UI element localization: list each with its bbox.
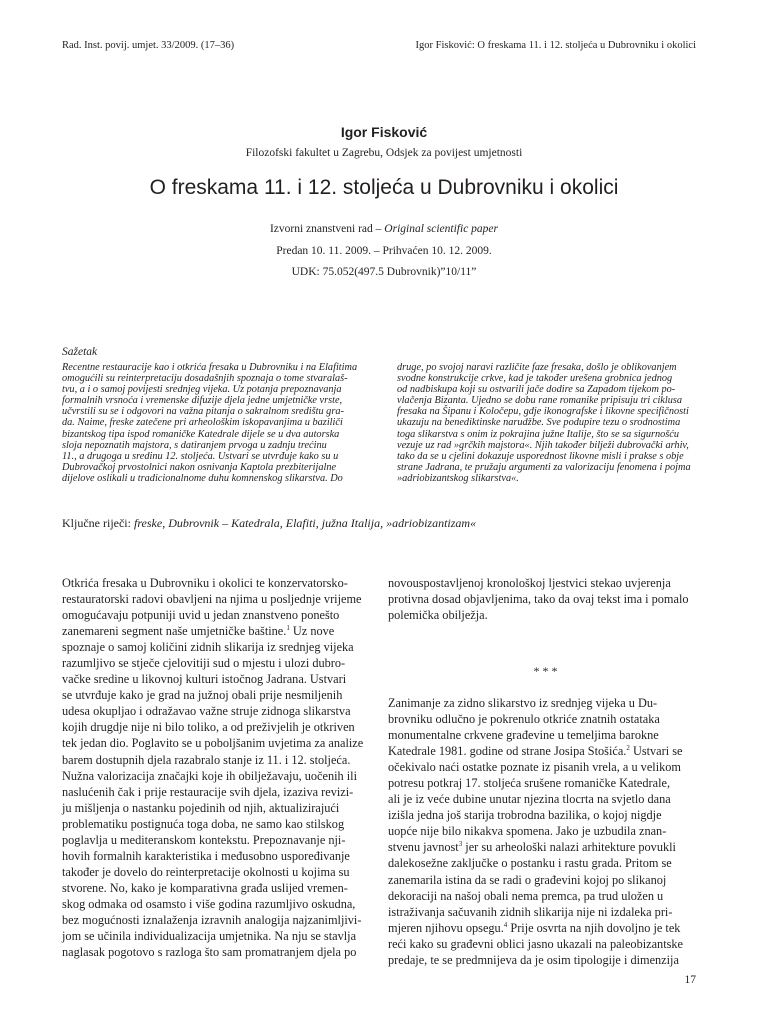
abstract-line: toga slikarstva s onim iz pokrajina južne Italije, što se sa sigurnošću — [397, 428, 680, 440]
body-text: zanemareni segment naše umjetničke baštine. — [62, 624, 287, 639]
abstract-line: tvu, a i o samoj povijesti srednjeg vijeka. Uz potanja prepoznavanja — [62, 384, 342, 396]
abstract-heading: Sažetak — [62, 346, 98, 358]
body-line: skog odmaka od osamsto i više godina razumljivo oskudna, — [62, 896, 356, 911]
page-number: 17 — [684, 974, 696, 986]
footnote-ref[interactable]: 2 — [626, 744, 630, 753]
body-line: spoznaje o samoj količini zidnih slikarija iz srednjeg vijeka — [62, 640, 354, 655]
abstract-line: sloja nepoznatih majstora, s datiranjem prvoga u zadnju trećinu — [62, 439, 327, 451]
body-text: stvenu javnost — [388, 840, 459, 855]
body-line: stvorene. No, kako je komparativna građa uslijed vremen- — [62, 880, 348, 895]
author-name: Igor Fisković — [340, 124, 428, 140]
body-line: problematiku postignuća toga doba, ne samo kao stilskog — [62, 816, 345, 831]
abstract-line: vlačenja Bizanta. Ujedno se dobu rane romanike pripisuju tri ciklusa — [397, 395, 683, 407]
body-line: brovniku odlučno je pokrenulo otkriće znatnih ostataka — [388, 712, 660, 727]
abstract-line: »adriobizantskog slikarstva«. — [397, 472, 519, 484]
journal-citation: Rad. Inst. povij. umjet. 33/2009. (17–36) — [62, 40, 235, 51]
abstract-line: Recentne restauracije kao i otkrića fresaka u Dubrovniku i na Elafitima — [62, 362, 358, 373]
abstract-line: 11., a drugoga u sredinu 12. stoljeća. Ustvari se utvrđuje kako su u — [62, 450, 339, 462]
body-line: kojih drugdje nije ni bilo toliko, a od preživjelih je otkriven — [62, 720, 355, 735]
body-line: vačke sredine u likovnoj kulturi istočnog Jadrana. Ustvari — [62, 672, 347, 687]
abstract-line: da. Naime, freske zatečene pri arheološkim iskopavanjima u baziliči — [62, 417, 343, 429]
keywords-values: freske, Dubrovnik – Katedrala, Elafiti, južna Italija, »adriobizantizam« — [133, 516, 477, 530]
footnote-ref[interactable]: 3 — [458, 840, 463, 849]
abstract-column-left — [62, 362, 363, 484]
body-column-left — [62, 575, 380, 960]
footnote-ref[interactable]: 1 — [286, 624, 290, 633]
body-line: Nužna valorizacija značajki koje ih obilježavaju, uočenih ili — [62, 768, 357, 783]
body-line: udesa okupljao i odražavao važne struje zidnoga slikarstva — [62, 704, 351, 719]
abstract-line: tako da se u cjelini dokazuje usporednost likovne misli i prakse s obje — [397, 450, 684, 462]
abstract-line: dijelove oslikali u tradicionalnome duhu komnenskog slikarstva. Do — [62, 472, 343, 484]
body-line: bez mogućnosti iznalaženja izravnih analogija najzanimljivi- — [62, 912, 362, 927]
body-line: omogućavaju potpuniji uvid u jedan znanstveno ponešto — [62, 608, 340, 623]
abstract-line: ukazuju na benediktinske narudžbe. Sve podupire tezu o srodnostima — [397, 417, 681, 429]
body-line: ju mišljenja o nastanku pojedinih od njih, aktualizirajući — [62, 800, 340, 815]
body-line: uopće nije bilo nikakva spomena. Jako je uzbudila znan- — [388, 824, 667, 839]
body-line: očekivalo naći ostatke poznate iz pisanih vrela, a u velikom — [388, 760, 681, 775]
body-line: novouspostavljenoj kronološkoj ljestvici stekao uvjerenja — [388, 576, 671, 590]
body-line: Otkrića fresaka u Dubrovniku i okolici te konzervatorsko- — [62, 576, 348, 590]
body-line: Zanimanje za zidno slikarstvo iz srednjeg vijeka u Du- — [388, 696, 658, 710]
author-affiliation: Filozofski fakultet u Zagrebu, Odsjek za povijest umjetnosti — [245, 147, 523, 159]
body-line: protivna dosad objavljenima, tako da ovaj tekst ima i pomalo — [388, 592, 689, 607]
abstract-line: vezuje uz rad »grčkih majstora«. Njih također bilježi dubrovački arhiv, — [397, 439, 689, 451]
body-line: se utvrđuje kako je grad na južnoj obali prije nesmiljenih — [62, 688, 343, 703]
abstract-column-right — [397, 362, 698, 484]
body-line: monumentalne crkvene građevine u temeljima barokne — [388, 728, 659, 743]
paper-type-en: Original scientific paper — [384, 223, 499, 235]
body-line: predaje, te se predmnijeva da je osim tipologije i dimenzija — [388, 952, 679, 967]
abstract-line: omogućili su reinterpretaciju dosadašnjih spoznaja o tome stvaralaš- — [62, 373, 348, 385]
body-line: naslućenih čak i prije restauracije svih djela, izaziva revizi- — [62, 784, 354, 799]
body-line: također je dovelo do reinterpretacije okolnosti u kojima su — [62, 864, 350, 879]
keywords-label: Ključne riječi: — [62, 516, 134, 530]
abstract-line: od nadbiskupa koji su ostvarili jače dodire sa Zapadom tijekom po- — [397, 384, 676, 396]
body-line: hovih formalnih karakteristika i međusobno uspoređivanje — [62, 848, 350, 863]
abstract-line: strane Jadrana, te pružaju argumenti za valorizaciju fenomena i pojma — [397, 461, 691, 473]
body-column-right-top — [388, 575, 706, 623]
abstract-line: Dubrovačkoj prvostolnici nakon osnivanja Kaptola prezbiterijalne — [62, 461, 337, 473]
section-separator: *** — [533, 664, 561, 678]
body-line: poglavlja u mediteranskom kontekstu. Prepoznavanje nji- — [62, 832, 346, 847]
body-column-right — [388, 695, 706, 968]
paper-type — [0, 223, 768, 235]
body-line — [388, 920, 706, 936]
body-line: izišla jedna još starija trobrodna bazilika, o kojoj nigdje — [388, 808, 662, 823]
body-line: restauratorski radovi obavljeni na njima u posljednje vrijeme — [62, 592, 362, 607]
article-running-title: Igor Fisković: O freskama 11. i 12. stoljeća u Dubrovniku i okolici — [415, 40, 696, 51]
body-line — [62, 623, 380, 639]
abstract-line: svodne konstrukcije crkve, kad je također urešena grobnica jednog — [397, 373, 673, 385]
body-line — [388, 743, 706, 759]
body-text: mjeren njihovu opsegu. — [388, 920, 504, 935]
body-line: reći kako su građevni oblici jasno ukazali na paleobizantske — [388, 936, 684, 951]
abstract-line: učvrstili su se i odgovori na važna pitanja o sakralnom središtu gra- — [62, 406, 344, 418]
body-line: ali je iz veće dubine unutar njezina tlocrta na svjetlo dana — [388, 792, 671, 807]
body-line: naglasak pogotovo s razloga što sam promatranjem djela po — [62, 945, 357, 960]
body-text: Prije osvrta na njih dovoljno je tek — [507, 920, 681, 935]
body-line: istraživanja sačuvanih zidnih slikarija nije ni izdaleka pri- — [388, 904, 673, 919]
footnote-ref[interactable]: 4 — [503, 920, 508, 929]
abstract-line: fresaka na Šipanu i Koločepu, gdje ikonografske i likovne specifičnosti — [397, 406, 689, 418]
body-text: jer su arheološki nalazi arhitekture povukli — [462, 840, 676, 855]
body-line: dekoraciji na našoj obali nema premca, pa trud uložen u — [388, 888, 664, 903]
body-line: zanemarila istina da se radi o građevini kojoj po slikanoj — [388, 872, 667, 887]
body-line: barem dostupnih djela razabralo stanje iz 11. i 12. stoljeća. — [62, 752, 351, 767]
article-title: O freskama 11. i 12. stoljeća u Dubrovniku i okolici — [149, 176, 619, 199]
body-line: tek jedan dio. Poglavito se u poboljšanim uvjetima za analize — [62, 736, 364, 751]
body-line: polemička obilježja. — [388, 608, 488, 623]
body-text: Katedrale 1981. godine od strane Josipa Stošića. — [388, 744, 627, 759]
body-line: dalekosežne zaključke o postanku i rastu grada. Pritom se — [388, 856, 672, 871]
body-line: razumljivo se stječe cjelovitiji sud o mjestu i ulozi dubro- — [62, 656, 346, 671]
body-line — [388, 839, 706, 855]
paper-type-hr: Izvorni znanstveni rad – — [269, 223, 385, 235]
abstract-line: druge, po svojoj naravi različite faze fresaka, došlo je oblikovanjem — [397, 362, 677, 373]
running-head — [62, 40, 696, 56]
body-text: Uz nove — [289, 624, 335, 639]
body-text: Ustvari se — [629, 744, 683, 759]
abstract-line: formalnih vrsnoća i vremenske difuzije djela jedne umjetničke vrste, — [62, 395, 343, 407]
submission-dates: Predan 10. 11. 2009. – Prihvaćen 10. 12. 2009. — [276, 245, 492, 257]
abstract-line: bizantskog tipa ispod romaničke Katedrale dijele se u dva autorska — [62, 428, 340, 440]
body-line: potresu potkraj 17. stoljeća srušene romaničke Katedrale, — [388, 776, 671, 791]
body-line: jom se učinila individualizacija umjetnika. Na nju se stavlja — [62, 929, 357, 944]
udk-code: UDK: 75.052(497.5 Dubrovnik)”10/11” — [291, 266, 477, 278]
keywords — [62, 516, 698, 531]
